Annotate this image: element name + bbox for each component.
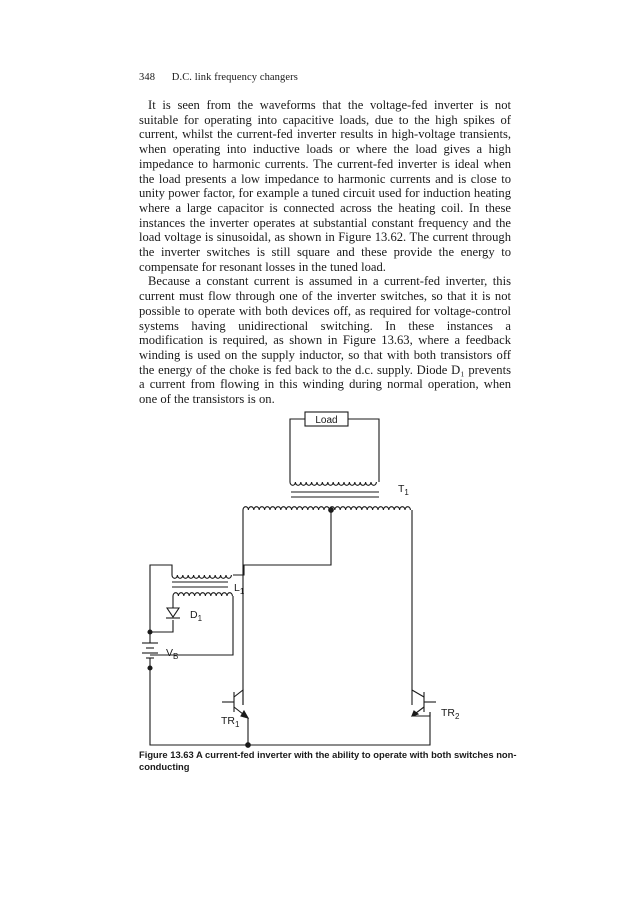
- battery-vb: [142, 618, 158, 670]
- l1-label: $L_1$: [234, 582, 245, 596]
- l1-feedback-winding: [173, 593, 232, 596]
- t1-label: $T_1$: [398, 483, 409, 497]
- figure-caption: [139, 749, 519, 773]
- transistor-tr2: [412, 690, 436, 716]
- page-number: 348: [139, 72, 156, 83]
- load-circuit: [290, 412, 379, 485]
- figure-caption-text: A current-fed inverter with the ability to operate with both switches non-conducting: [139, 749, 517, 772]
- paragraph-1: It is seen from the waveforms that the voltage-fed inverter is not suitable for operating into capacitive loads, due to the high spikes of current, whilst the current-fed inverter results in high-voltage transients, when operating into inductive loads or where the load gives a high impedance to harmonic currents. The current-fed inverter is ideal when the load presents a low impedance to harmonic currents and is close to unity power factor, for example a tuned circuit used for induction heating where a large capacitor is connected across the heating coil. In these instances the inverter operates at substantial constant frequency and the load voltage is sinusoidal, as shown in Figure 13.62. The current through the inverter switches is still square and these provide the energy to compensate for resonant losses in the tuned load.: [139, 98, 511, 274]
- rail-junction-dot: [246, 743, 251, 748]
- diode-d1: [166, 608, 180, 618]
- vb-label: $V_B$: [166, 647, 179, 661]
- t1-primary-winding: [243, 507, 410, 510]
- l1-core: [172, 582, 228, 587]
- paragraph-2: Because a constant current is assumed in a current-fed inverter, this current must flow through one of the inverter switches, so that it is not possible to operate with both devices off, as required for voltage-control systems having unidirectional switching. In these instances a modification is required, as shown in Figure 13.63, where a feedback winding is used on the supply inductor, so that with both transistors off the energy of the choke is fed back to the d.c. supply. Diode D₁ prevents a current from flowing in this winding during normal operation, when one of the transistors is on.: [139, 274, 511, 407]
- tr2-label: $TR_2$: [441, 707, 460, 721]
- t1-core: [291, 492, 379, 497]
- circuit-wiring: [150, 510, 430, 745]
- tr1-label: $TR_1$: [221, 715, 240, 729]
- figure-number: Figure 13.63: [139, 749, 194, 760]
- running-title: D.C. link frequency changers: [171, 72, 298, 83]
- d1-label: $D_1$: [190, 609, 203, 623]
- t1-secondary-winding: [290, 482, 376, 485]
- load-wire-left: [290, 419, 305, 482]
- load-wire-right: [348, 419, 379, 482]
- l1-main-winding: [172, 575, 231, 578]
- load-label: Load: [315, 415, 338, 426]
